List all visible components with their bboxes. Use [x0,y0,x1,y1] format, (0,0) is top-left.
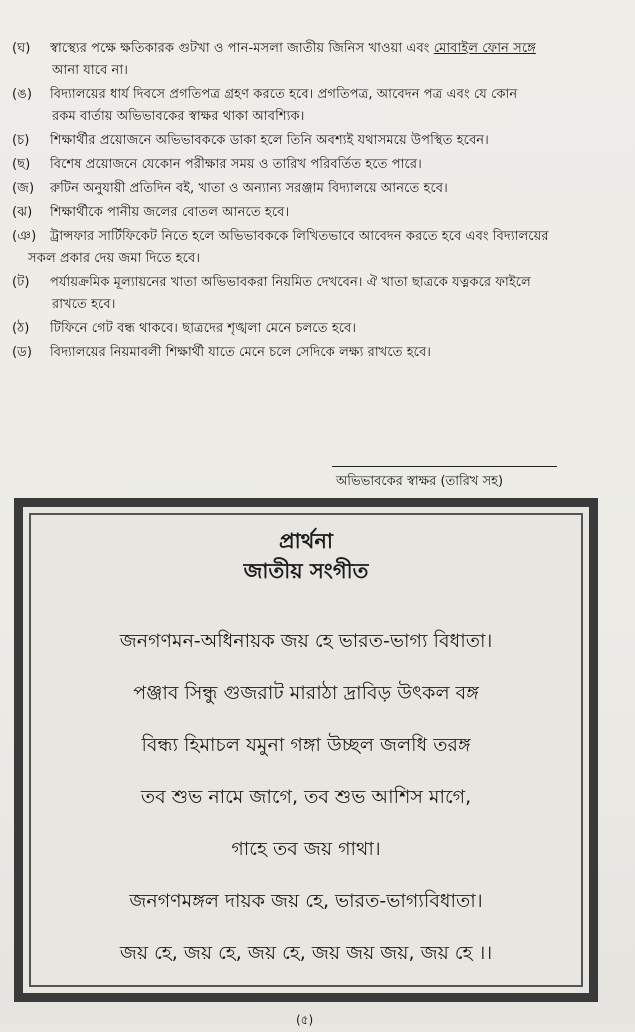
signature-line [332,466,557,467]
rule-item [12,130,624,152]
rule-text: রুটিন অনুযায়ী প্রতিদিন বই, খাতা ও অন্যান্য সরঞ্জাম বিদ্যালয়ে আনতে হবে। [50,181,448,196]
rule-text: বিদ্যালয়ের নিয়মাবলী শিক্ষার্থী যাতে মেনে চলে সেদিকে লক্ষ্য রাখতে হবে। [50,345,431,360]
rule-item [12,178,624,200]
rule-item [12,202,624,224]
rule-marker: (চ) [12,133,30,148]
rule-text: পর্যায়ক্রমিক মূল্যায়নের খাতা অভিভাবকরা নিয়মিত দেখবেন। ঐ খাতা ছাত্রকে যত্নকরে ফাইলে রাখতে হবে। [50,275,531,312]
anthem-line: জয় হে, জয় হে, জয় হে, জয় জয় জয়, জয় হে ।। [119,942,493,964]
rule-item [12,84,624,128]
rule-item [12,226,624,270]
rule-item [12,38,624,82]
anthem-line: তব শুভ নামে জাগে, তব শুভ আশিস মাগে, [140,786,472,808]
rule-item [12,272,624,316]
anthem-line: গাহে তব জয় গাথা। [231,838,381,860]
rule-marker: (ঞ) [12,229,37,244]
anthem-frame [14,498,598,1002]
rule-text: বিশেষ প্রয়োজনে যেকোন পরীক্ষার সময় ও তারিখ পরিবর্তিত হতে পারে। [50,157,422,172]
anthem-line: পঞ্জাব সিন্ধু গুজরাট মারাঠা দ্রাবিড় উৎকল বঙ্গ [133,682,479,704]
rule-text: শিক্ষার্থীর প্রয়োজনে অভিভাবককে ডাকা হলে তিনি অবশ্যই যথাসময়ে উপস্থিত হবেন। [50,133,489,148]
rule-marker: (জ) [12,181,35,196]
rule-item [12,342,624,364]
rule-text: ট্রান্সফার সার্টিফিকেট নিতে হলে অভিভাবককে লিখিতভাবে আবেদন করতে হবে এবং বিদ্যালয়ের সকল প্রকার দেয় জমা দিতে হবে। [28,229,549,266]
rule-item [12,318,624,340]
anthem-lyrics [23,615,589,979]
rule-marker: (ড) [12,345,32,360]
rules-list [12,38,624,366]
anthem-line: বিন্ধ্য হিমাচল যমুনা গঙ্গা উচ্ছল জলধি তরঙ্গ [141,734,471,756]
rule-item [12,154,624,176]
rule-text: বিদ্যালয়ের ধার্য দিবসে প্রগতিপত্র গ্রহণ করতে হবে। প্রগতিপত্র, আবেদন পত্র এবং যে কোন রকম বার্তায় অভিভাবকের স্বাক্ষর থাকা আবশ্যিক। [50,87,518,124]
anthem-line: জনগণমঙ্গল দায়ক জয় হে, ভারত-ভাগ্যবিধাতা। [129,890,483,912]
anthem-subtitle: জাতীয় সংগীত [243,559,369,583]
page-number: (৫) [296,1013,314,1027]
rule-text: টিফিনে গেট বন্ধ থাকবে। ছাত্রদের শৃঙ্খলা মেনে চলতে হবে। [50,321,357,336]
anthem-line: জনগণমন-অধিনায়ক জয় হে ভারত-ভাগ্য বিধাতা। [119,630,493,652]
rule-text: শিক্ষার্থীকে পানীয় জলের বোতল আনতে হবে। [50,205,290,220]
signature-label: অভিভাবকের স্বাক্ষর (তারিখ সহ) [336,474,504,489]
rule-text: স্বাস্থ্যের পক্ষে ক্ষতিকারক গুটখা ও পান-মসলা জাতীয় জিনিস খাওয়া এবং মোবাইল ফোন সঙ্গে আনা যাবে না। [50,41,536,78]
rule-marker: (ট) [12,275,30,290]
rule-marker: (ছ) [12,157,31,172]
rule-marker: (ঙ) [12,87,32,102]
anthem-title: প্রার্থনা [279,529,333,553]
rule-marker: (ঝ) [12,205,33,220]
underlined-text: মোবাইল ফোন সঙ্গে [433,41,536,56]
rule-marker: (ঘ) [12,41,31,56]
rule-marker: (ঠ) [12,321,30,336]
